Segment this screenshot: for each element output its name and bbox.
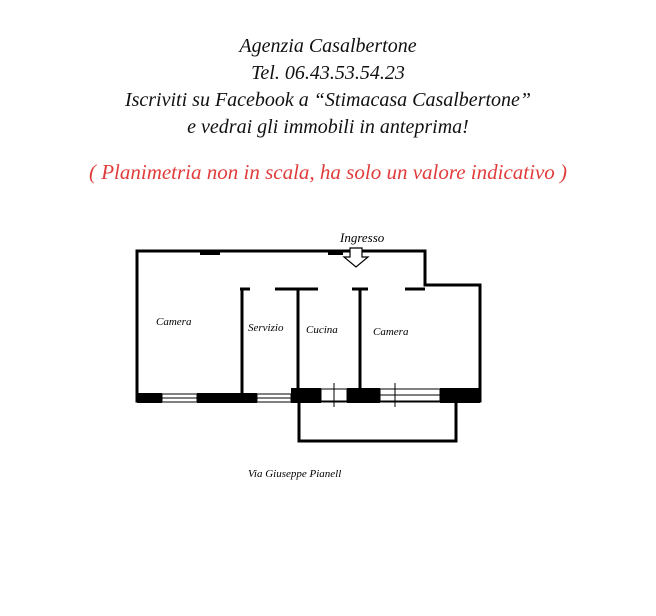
- entrance-label: Ingresso: [340, 230, 385, 245]
- top-wall-mark-2: [328, 250, 343, 255]
- room-label-camera-right: Camera: [373, 326, 409, 338]
- top-wall-mark-1: [200, 250, 220, 255]
- phone-number: Tel. 06.43.53.54.23: [251, 62, 405, 84]
- street-label: Via Giuseppe Pianell: [248, 468, 342, 480]
- thick-wall-3: [291, 388, 321, 403]
- thick-wall-5: [440, 388, 480, 403]
- room-label-camera-left: Camera: [156, 316, 192, 328]
- thick-wall-4: [347, 388, 380, 403]
- room-label-servizio: Servizio: [248, 322, 284, 334]
- thick-wall-2: [197, 393, 257, 403]
- exterior-walls: [137, 251, 480, 441]
- interior-walls: [240, 288, 425, 399]
- facebook-invite: Iscriviti su Facebook a “Stimacasa Casalbertone”: [124, 89, 532, 111]
- agency-name: Agenzia Casalbertone: [239, 35, 417, 57]
- preview-note: e vedrai gli immobili in anteprima!: [187, 116, 469, 138]
- room-label-cucina: Cucina: [306, 324, 338, 336]
- scale-disclaimer: ( Planimetria non in scala, ha solo un valore indicativo ): [88, 160, 568, 184]
- thick-wall-1: [137, 393, 162, 403]
